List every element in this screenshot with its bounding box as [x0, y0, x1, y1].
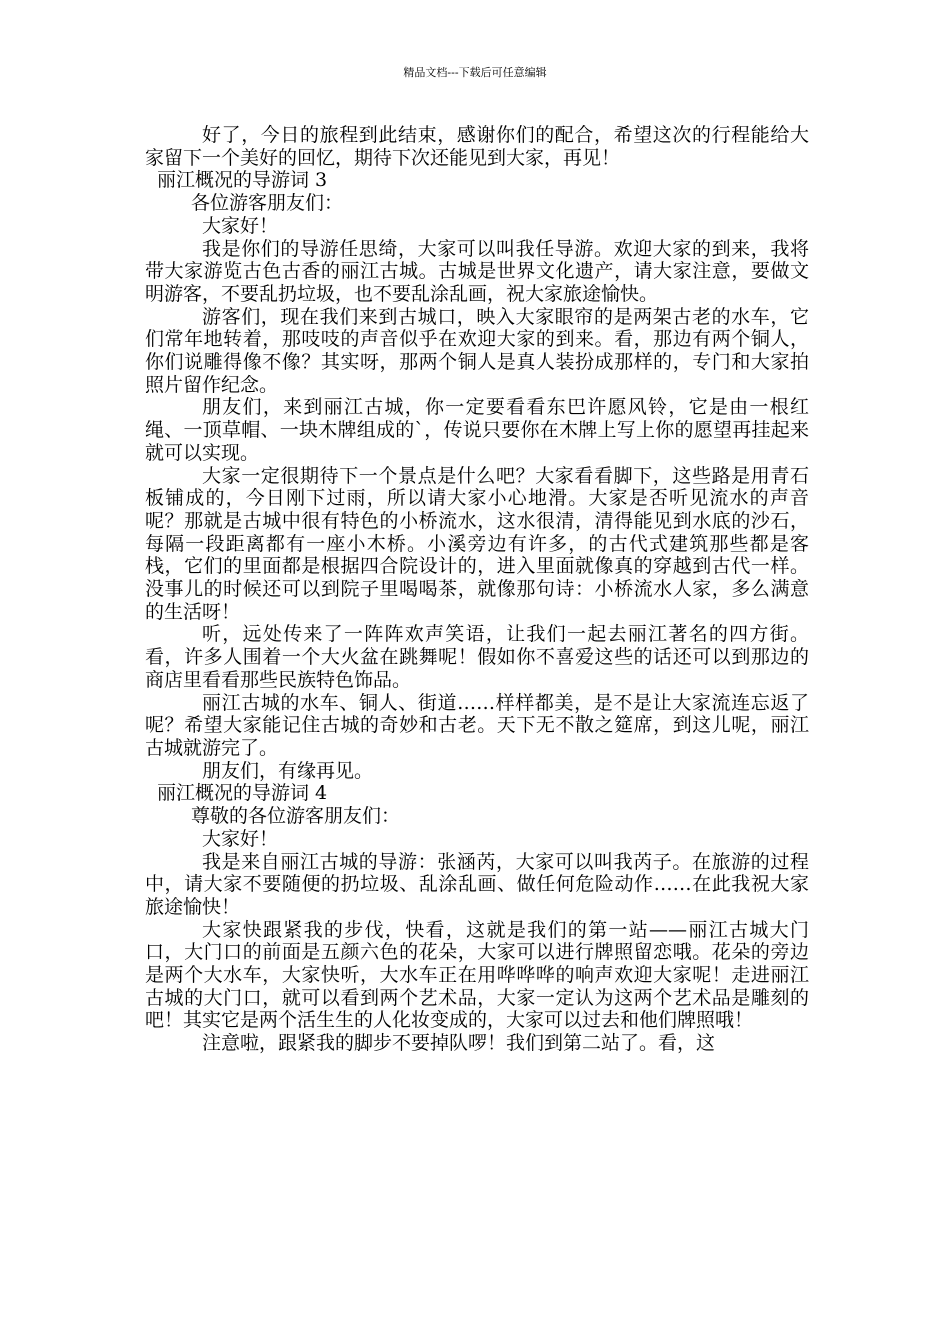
paragraph: 游客们，现在我们来到古城口，映入大家眼帘的是两架古老的水车，它们常年地转着，那吱吱的声音似乎在欢迎大家的到来。看，那边有两个铜人，你们说雕得像不像？其实呀，那两个铜人是真人装扮成那样的，专门和大家拍照片留作纪念。	[145, 305, 809, 396]
greeting: 大家好！	[202, 827, 279, 850]
paragraph: 丽江古城的水车、铜人、街道……样样都美，是不是让大家流连忘返了呢？希望大家能记住古城的奇妙和古老。天下无不散之筵席，到这儿呢，丽江古城就游完了。	[145, 691, 809, 759]
paragraph: 大家快跟紧我的步伐，快看，这就是我们的第一站——丽江古城大门口，大门口的前面是五颜六色的花朵，大家可以进行牌照留恋哦。花朵的旁边是两个大水车，大家快听，大水车正在用哗哗哗的响声欢迎大家呢！走进丽江古城的大门口，就可以看到两个艺术品，大家一定认为这两个艺术品是雕刻的吧！其实它是两个活生生的人化妆变成的，大家可以过去和他们牌照哦！	[145, 918, 809, 1032]
paragraph: 听，远处传来了一阵阵欢声笑语，让我们一起去丽江著名的四方街。看，许多人围着一个大火盆在跳舞呢！假如你不喜爱这些的话还可以到那边的商店里看看那些民族特色饰品。	[145, 623, 809, 691]
paragraph: 朋友们，有缘再见。	[202, 759, 374, 782]
page-header: 精品文档---下载后可任意编辑	[403, 66, 547, 79]
greeting: 大家好！	[202, 214, 279, 237]
paragraph: 我是你们的导游任思绮，大家可以叫我任导游。欢迎大家的到来，我将带大家游览古色古香的丽江古城。古城是世界文化遗产，请大家注意，要做文明游客，不要乱扔垃圾，也不要乱涂乱画，祝大家旅途愉快。	[145, 237, 809, 305]
paragraph: 注意啦，跟紧我的脚步不要掉队啰！我们到第二站了。看，这	[202, 1032, 716, 1055]
paragraph: 大家一定很期待下一个景点是什么吧？大家看看脚下，这些路是用青石板铺成的，今日刚下过雨，所以请大家小心地滑。大家是否听见流水的声音呢？那就是古城中很有特色的小桥流水，这水很清，清得能见到水底的沙石，每隔一段距离都有一座小木桥。小溪旁边有许多，的古代式建筑那些都是客栈，它们的里面都是根据四合院设计的，进入里面就像真的穿越到古代一样。没事儿的时候还可以到院子里喝喝茶，就像那句诗：小桥流水人家，多么满意的生活呀！	[145, 464, 809, 623]
section-heading: 丽江概况的导游词 3	[157, 169, 328, 192]
paragraph: 我是来自丽江古城的导游：张涵芮，大家可以叫我芮子。在旅游的过程中，请大家不要随便的扔垃圾、乱涂乱画、做任何危险动作……在此我祝大家旅途愉快！	[145, 850, 809, 918]
salutation: 各位游客朋友们：	[191, 192, 344, 215]
paragraph: 好了，今日的旅程到此结束，感谢你们的配合，希望这次的行程能给大家留下一个美好的回忆，期待下次还能见到大家，再见！	[145, 124, 809, 169]
salutation: 尊敬的各位游客朋友们：	[191, 805, 401, 828]
section-heading: 丽江概况的导游词 4	[157, 782, 328, 805]
paragraph: 朋友们，来到丽江古城，你一定要看看东巴许愿风铃，它是由一根红绳、一顶草帽、一块木牌组成的`，传说只要你在木牌上写上你的愿望再挂起来就可以实现。	[145, 396, 809, 464]
document-body	[145, 124, 809, 1055]
